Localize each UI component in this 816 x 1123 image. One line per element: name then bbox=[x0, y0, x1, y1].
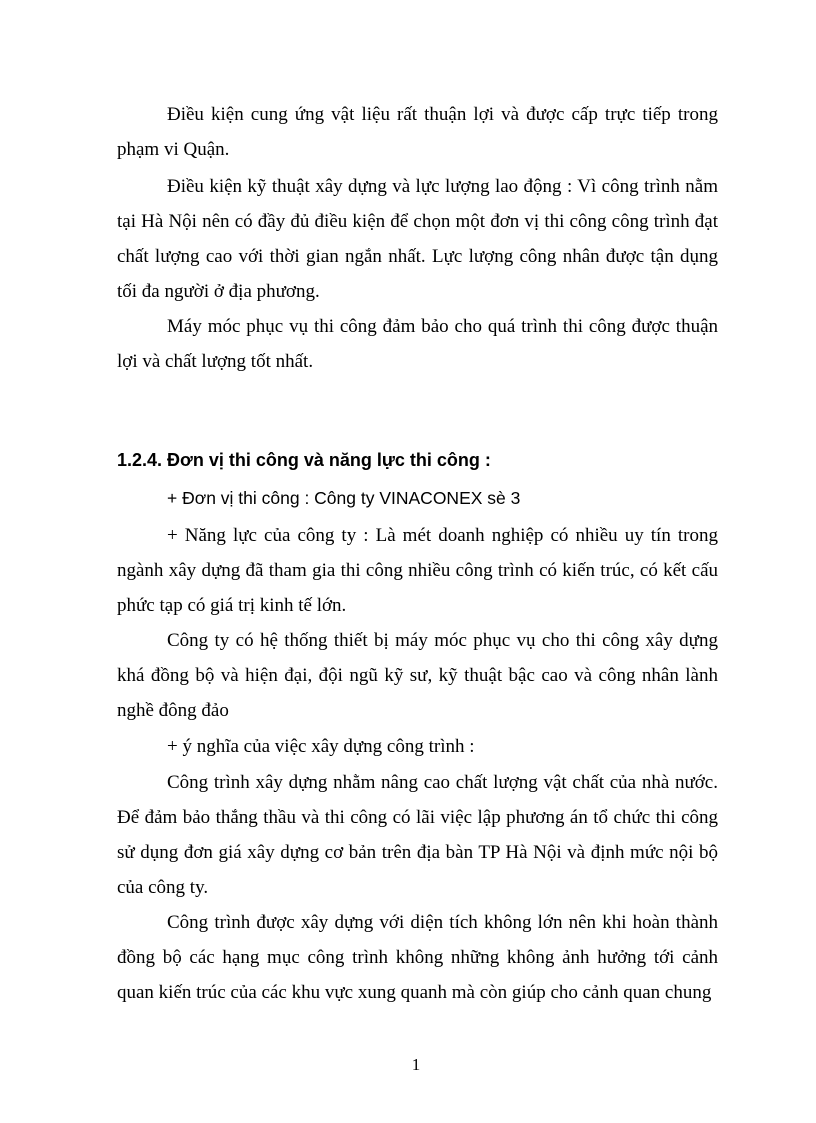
paragraph-company-capacity: + Năng lực của công ty : Là mét doanh nghiệp có nhiều uy tín trong ngành xây dựng đã tham gia thi công nhiều công trình có kiến trúc, có kết cấu phức tạp có giá trị kinh tế lớn. bbox=[117, 525, 718, 616]
paragraph-technical-conditions: Điều kiện kỹ thuật xây dựng và lực lượng lao động : Vì công trình nằm tại Hà Nội nên có đầy đủ điều kiện để chọn một đơn vị thi công công trình đạt chất lượng cao với thời gian ngắn nhất. Lực lượng công nhân được tận dụng tối đa người ở địa phương. bbox=[117, 176, 718, 302]
paragraph-final: Công trình được xây dựng với diện tích không lớn nên khi hoàn thành đồng bộ các hạng mục công trình không những không ảnh hưởng tới cảnh quan kiến trúc của các khu vực xung quanh mà còn giúp cho cảnh quan chung bbox=[117, 912, 718, 1003]
paragraph-material-supply: Điều kiện cung ứng vật liệu rất thuận lợi và được cấp trực tiếp trong phạm vi Quận. bbox=[117, 104, 718, 160]
section-heading: 1.2.4. Đơn vị thi công và năng lực thi công : bbox=[117, 450, 491, 470]
contractor-line: + Đơn vị thi công : Công ty VINACONEX sè 3 bbox=[167, 488, 521, 508]
page-number: 1 bbox=[411, 1055, 421, 1074]
significance-line: + ý nghĩa của việc xây dựng công trình : bbox=[167, 736, 475, 757]
paragraph-equipment: Công ty có hệ thống thiết bị máy móc phục vụ cho thi công xây dựng khá đồng bộ và hiện đại, đội ngũ kỹ sư, kỹ thuật bậc cao và công nhân lành nghề đông đảo bbox=[117, 630, 718, 721]
paragraph-significance: Công trình xây dựng nhằm nâng cao chất lượng vật chất của nhà nước. Để đảm bảo thắng thầu và thi công có lãi việc lập phương án tổ chức thi công sử dụng đơn giá xây dựng cơ bản trên địa bàn TP Hà Nội và định mức nội bộ của công ty. bbox=[117, 772, 718, 898]
paragraph-machinery: Máy móc phục vụ thi công đảm bảo cho quá trình thi công được thuận lợi và chất lượng tốt nhất. bbox=[117, 316, 718, 372]
